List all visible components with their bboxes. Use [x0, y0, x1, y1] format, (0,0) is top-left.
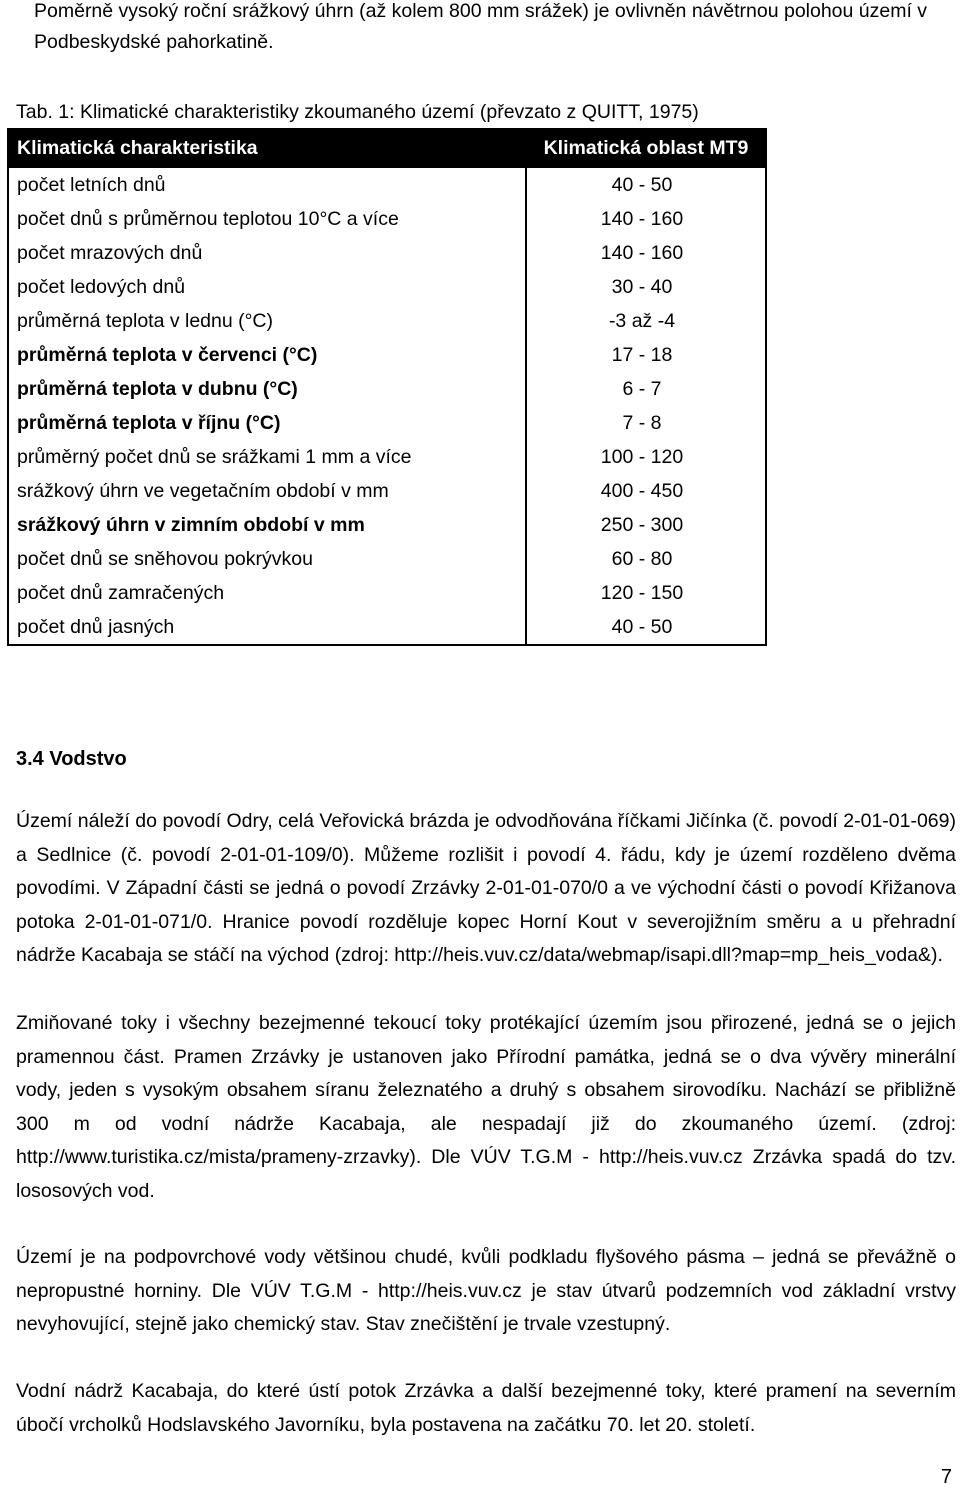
- row-label: srážkový úhrn ve vegetačním období v mm: [8, 474, 526, 508]
- paragraph-reservoir: Vodní nádrž Kacabaja, do které ústí potok Zrzávka a další bezejmenné toky, které pramení na severním úbočí vrcholků Hodslavského Javorníku, byla postavena na začátku 70. let 20. století.: [16, 1380, 956, 1436]
- table-row: [8, 542, 766, 576]
- table-caption: Tab. 1: Klimatické charakteristiky zkoumaného území (převzato z QUITT, 1975): [16, 101, 699, 123]
- row-label: srážkový úhrn v zimním období v mm: [8, 508, 526, 542]
- paragraph-streams: Zmiňované toky i všechny bezejmenné tekoucí toky protékající územím jsou přirozené, jedná se o jejich pramennou část. Pramen Zrzávky je ustanoven jako Přírodní památka, jedná se o dva vývěry minerální vody, jeden s vysokým obsahem síranu železnatého a druhý s obsahem sirovodíku. Nachází se přibližně 300 m od vodní nádrže Kacabaja, ale nespadají již do zkoumaného území. (zdroj: http://www.turistika.cz/mista/prameny-zrzavky). Dle VÚV T.G.M - http://heis.vuv.cz Zrzávka spadá do tzv. lososových vod.: [16, 1012, 956, 1202]
- table-row: [8, 202, 766, 236]
- row-label: počet dnů s průměrnou teplotou 10°C a více: [8, 202, 526, 236]
- row-value: 17 - 18: [526, 338, 766, 372]
- row-value: 140 - 160: [526, 202, 766, 236]
- table-row: [8, 440, 766, 474]
- row-value: 100 - 120: [526, 440, 766, 474]
- paragraph-watershed: Území náleží do povodí Odry, celá Veřovická brázda je odvodňována říčkami Jičínka (č. povodí 2-01-01-069) a Sedlnice (č. povodí 2-01-01-109/0). Můžeme rozlišit i povodí 4. řádu, kdy je území rozděleno dvěma povodími. V Západní části se jedná o povodí Zrzávky 2-01-01-070/0 a ve východní části o povodí Křižanova potoka 2-01-01-071/0. Hranice povodí rozděluje kopec Horní Kout v severojižním směru a u přehradní nádrže Kacabaja se stáčí na východ (zdroj: http://heis.vuv.cz/data/webmap/isapi.dll?map=mp_heis_voda&).: [16, 810, 956, 967]
- table-row: [8, 304, 766, 338]
- row-value: 250 - 300: [526, 508, 766, 542]
- row-label: počet mrazových dnů: [8, 236, 526, 270]
- table-header-row: [8, 129, 766, 167]
- table-row: [8, 406, 766, 440]
- table-row: [8, 610, 766, 645]
- paragraph-groundwater: Území je na podpovrchové vody většinou chudé, kvůli podkladu flyšového pásma – jedná se převážně o nepropustné horniny. Dle VÚV T.G.M - http://heis.vuv.cz je stav útvarů podzemních vod základní vrstvy nevyhovující, stejně jako chemický stav. Stav znečištění je trvale vzestupný.: [16, 1246, 956, 1336]
- row-value: 40 - 50: [526, 610, 766, 645]
- climate-table: [7, 128, 767, 646]
- row-label: průměrná teplota v říjnu (°C): [8, 406, 526, 440]
- row-label: počet dnů jasných: [8, 610, 526, 645]
- section-heading: 3.4 Vodstvo: [16, 748, 127, 770]
- row-label: počet letních dnů: [8, 167, 526, 202]
- row-value: 400 - 450: [526, 474, 766, 508]
- row-label: počet dnů zamračených: [8, 576, 526, 610]
- row-label: průměrná teplota v lednu (°C): [8, 304, 526, 338]
- row-value: 120 - 150: [526, 576, 766, 610]
- table-row: [8, 474, 766, 508]
- table-row: [8, 508, 766, 542]
- page-number: 7: [940, 1466, 952, 1488]
- intro-paragraph: Poměrně vysoký roční srážkový úhrn (až kolem 800 mm srážek) je ovlivněn návětrnou polohou území v Podbeskydské pahorkatině.: [34, 0, 928, 53]
- table-row: [8, 167, 766, 202]
- table-row: [8, 338, 766, 372]
- row-value: 30 - 40: [526, 270, 766, 304]
- row-label: průměrný počet dnů se srážkami 1 mm a více: [8, 440, 526, 474]
- table-row: [8, 236, 766, 270]
- row-value: 40 - 50: [526, 167, 766, 202]
- table-row: [8, 270, 766, 304]
- row-label: průměrná teplota v červenci (°C): [8, 338, 526, 372]
- row-label: počet ledových dnů: [8, 270, 526, 304]
- header-characteristic: Klimatická charakteristika: [8, 129, 526, 167]
- row-label: počet dnů se sněhovou pokrývkou: [8, 542, 526, 576]
- table-row: [8, 372, 766, 406]
- row-value: 7 - 8: [526, 406, 766, 440]
- row-label: průměrná teplota v dubnu (°C): [8, 372, 526, 406]
- header-climate-region: Klimatická oblast MT9: [526, 129, 766, 167]
- row-value: 60 - 80: [526, 542, 766, 576]
- row-value: 6 - 7: [526, 372, 766, 406]
- row-value: 140 - 160: [526, 236, 766, 270]
- table-row: [8, 576, 766, 610]
- row-value: -3 až -4: [526, 304, 766, 338]
